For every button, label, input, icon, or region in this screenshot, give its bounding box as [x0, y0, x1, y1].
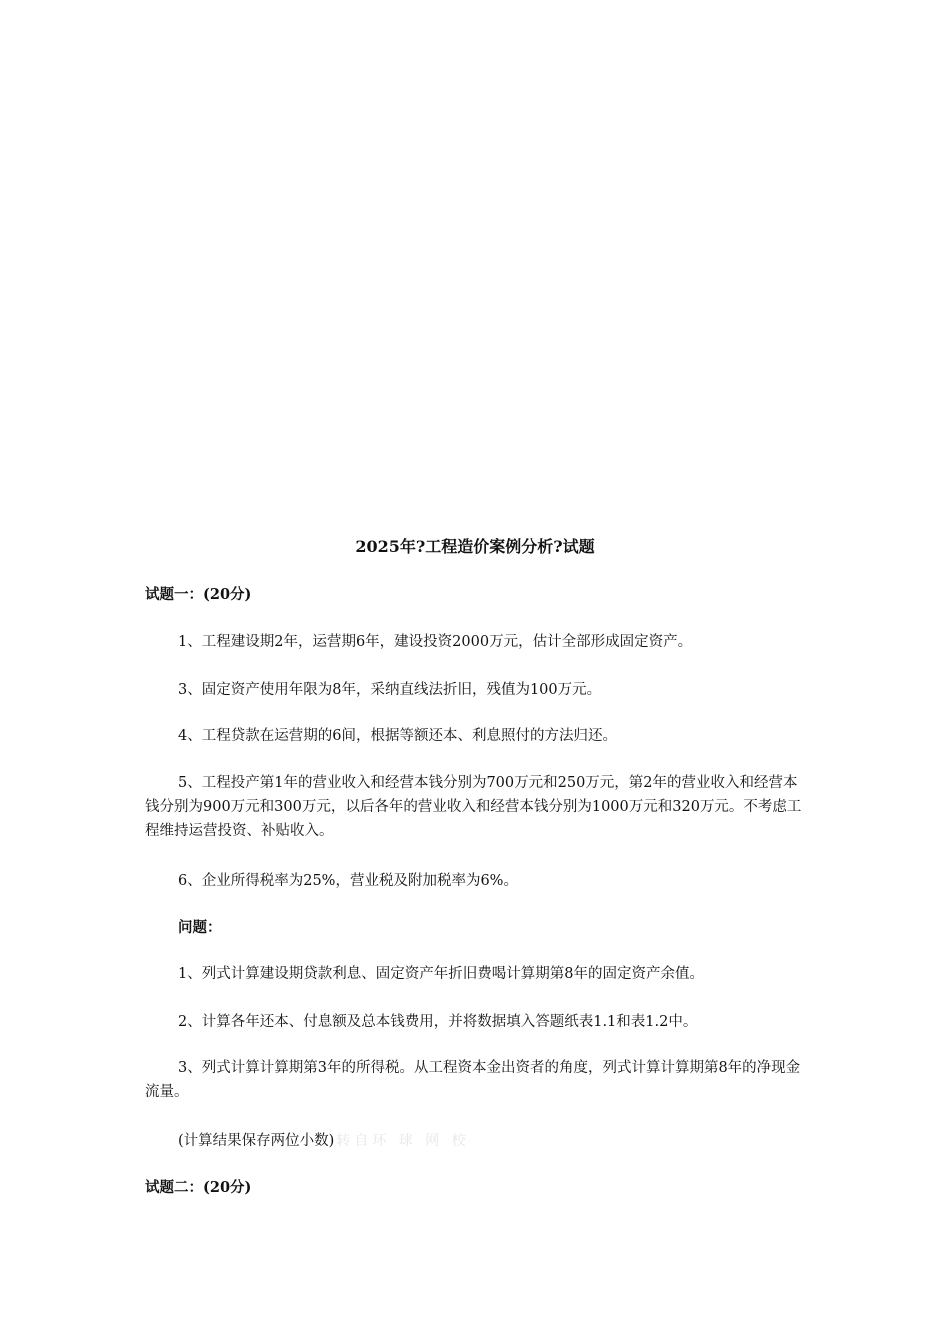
calculation-note: (计算结果保存两位小数) [178, 1133, 335, 1149]
question1-item-6: 6、企业所得税率为25%，营业税及附加税率为6%。 [178, 873, 518, 889]
question1-item-4: 4、工程贷款在运营期的6间，根据等额还本、利息照付的方法归还。 [178, 728, 617, 744]
question1-heading: 试题一：(20分) [145, 586, 252, 603]
calculation-note-line [145, 1129, 807, 1153]
question-2: 2、计算各年还本、付息额及总本钱费用，并将数据填入答题纸表1.1和表1.2中。 [178, 1014, 698, 1030]
questions-label: 问题： [178, 919, 222, 936]
watermark-text: 转自环 球 网 校 [336, 1133, 470, 1149]
question-3: 3、列式计算计算期第3年的所得税。从工程资本金出资者的角度，列式计算计算期第8年的净现金流量。 [145, 1060, 801, 1100]
question1-item-3: 3、固定资产使用年限为8年，采纳直线法折旧，残值为100万元。 [178, 682, 602, 698]
question1-item-5: 5、工程投产第1年的营业收入和经营本钱分别为700万元和250万元，第2年的营业收入和经营本钱分别为900万元和300万元，以后各年的营业收入和经营本钱分别为1000万元和320万元。不考虑工程维持运营投资、补贴收入。 [145, 775, 802, 839]
document-title: 2025年?工程造价案例分析?试题 [355, 537, 595, 556]
question-1: 1、列式计算建设期贷款利息、固定资产年折旧费喝计算期第8年的固定资产余值。 [178, 966, 704, 982]
question2-heading: 试题二：(20分) [145, 1179, 252, 1196]
question1-item-1: 1、工程建设期2年，运营期6年，建设投资2000万元，估计全部形成固定资产。 [178, 634, 693, 650]
